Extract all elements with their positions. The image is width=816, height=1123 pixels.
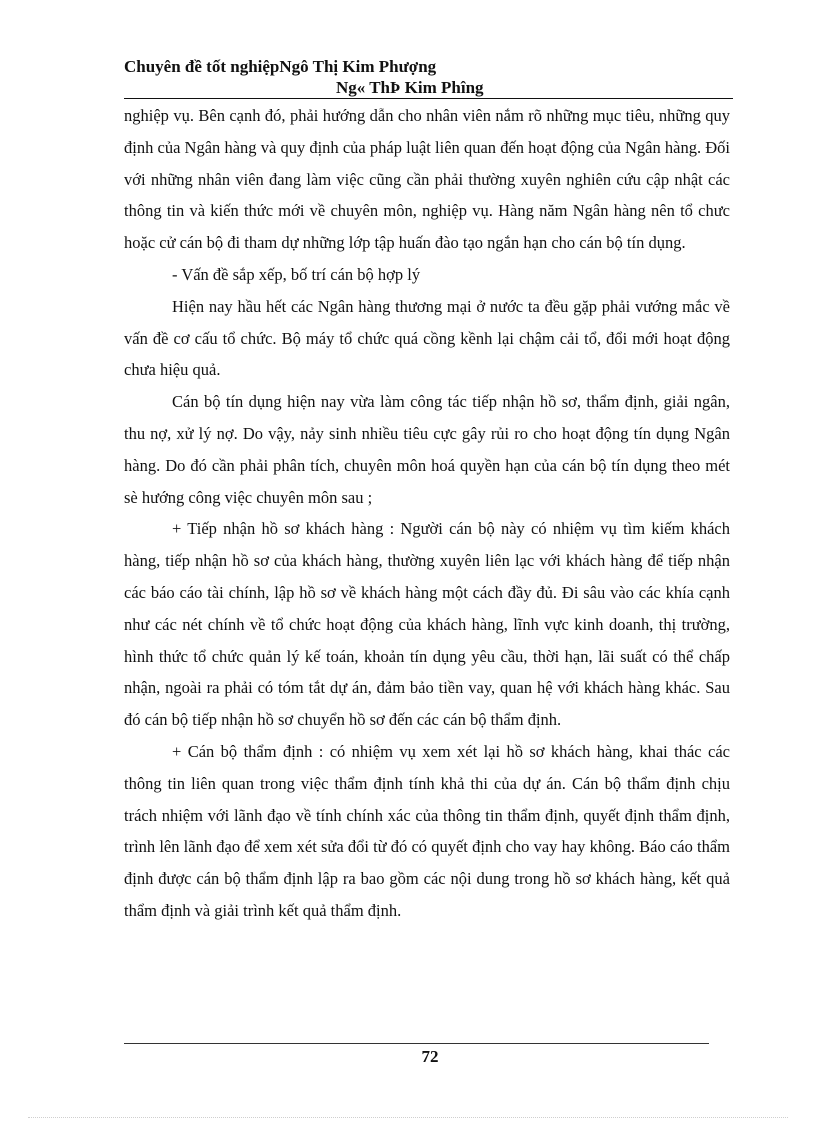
- paragraph: Hiện nay hầu hết các Ngân hàng thương mại ở nước ta đều gặp phải vướng mắc về vấn đề cơ cấu tổ chức. Bộ máy tổ chức quá cồng kềnh lại chậm cải tổ, đổi mới hoạt động chưa hiệu quả.: [124, 296, 730, 380]
- paragraph-continuation: nghiệp vụ. Bên cạnh đó, phải hướng dẫn cho nhân viên nắm rõ những mục tiêu, những quy định của Ngân hàng và quy định của pháp luật liên quan đến hoạt động của Ngân hàng. Đối với những nhân viên đang làm việc cũng cần phải thường xuyên nghiên cứu cập nhật các thông tin và kiến thức mới về chuyên môn, nghiệp vụ. Hàng năm Ngân hàng nên tổ chưc hoặc cử cán bộ đi tham dự những lớp tập huấn đào tạo ngắn hạn cho cán bộ tín dụng.: [124, 106, 730, 253]
- header-title: Chuyên đề tốt nghiệpNgô Thị Kim Phượng: [124, 57, 437, 76]
- footer-rule: [124, 1043, 709, 1044]
- paragraph: Cán bộ tín dụng hiện nay vừa làm công tác tiếp nhận hồ sơ, thẩm định, giải ngân, thu nợ, xử lý nợ. Do vậy, nảy sinh nhiều tiêu cực gây rủi ro cho hoạt động tín dụng Ngân hàng. Do đó cần phải phân tích, chuyên môn hoá quyền hạn của cán bộ tín dụng theo mét sè hướng công việc chuyên môn sau ;: [124, 392, 730, 507]
- page-number: 72: [421, 1047, 439, 1066]
- paragraph: + Tiếp nhận hồ sơ khách hàng : Người cán bộ này có nhiệm vụ tìm kiếm khách hàng, tiếp nhận hồ sơ của khách hàng, thường xuyên liên lạc với khách hàng để tiếp nhận các báo cáo tài chính, lập hồ sơ về khách hàng một cách đầy đủ. Đi sâu vào các khía cạnh như các nét chính về tổ chức hoạt động của khách hàng, lĩnh vực kinh doanh, thị trường, hình thức tổ chức quản lý kế toán, khoản tín dụng yêu cầu, thời hạn, lãi suất có thể chấp nhận, ngoài ra phải có tóm tắt dự án, đảm bảo tiền vay, quan hệ với khách hàng khác. Sau đó cán bộ tiếp nhận hồ sơ chuyển hồ sơ đến các cán bộ thẩm định.: [124, 519, 730, 730]
- page-bottom-divider: [28, 1117, 788, 1118]
- paragraph-subheading: - Vấn đề sắp xếp, bố trí cán bộ hợp lý: [172, 264, 421, 284]
- document-body: [124, 100, 730, 927]
- page-header: [124, 56, 734, 98]
- header-rule: [124, 98, 733, 99]
- header-author-garbled: Ng« ThÞ Kim Phîng: [336, 78, 484, 97]
- paragraph: + Cán bộ thẩm định : có nhiệm vụ xem xét lại hồ sơ khách hàng, khai thác các thông tin liên quan trong việc thẩm định tính khả thi của dự án. Cán bộ thẩm định chịu trách nhiệm với lãnh đạo về tính chính xác của thông tin thẩm định, quyết định thẩm định, trình lên lãnh đạo để xem xét sửa đổi từ đó có quyết định cho vay hay không. Báo cáo thẩm định được cán bộ thẩm định lập ra bao gồm các nội dung trong hồ sơ khách hàng, kết quả thẩm định và giải trình kết quả thẩm định.: [124, 741, 730, 920]
